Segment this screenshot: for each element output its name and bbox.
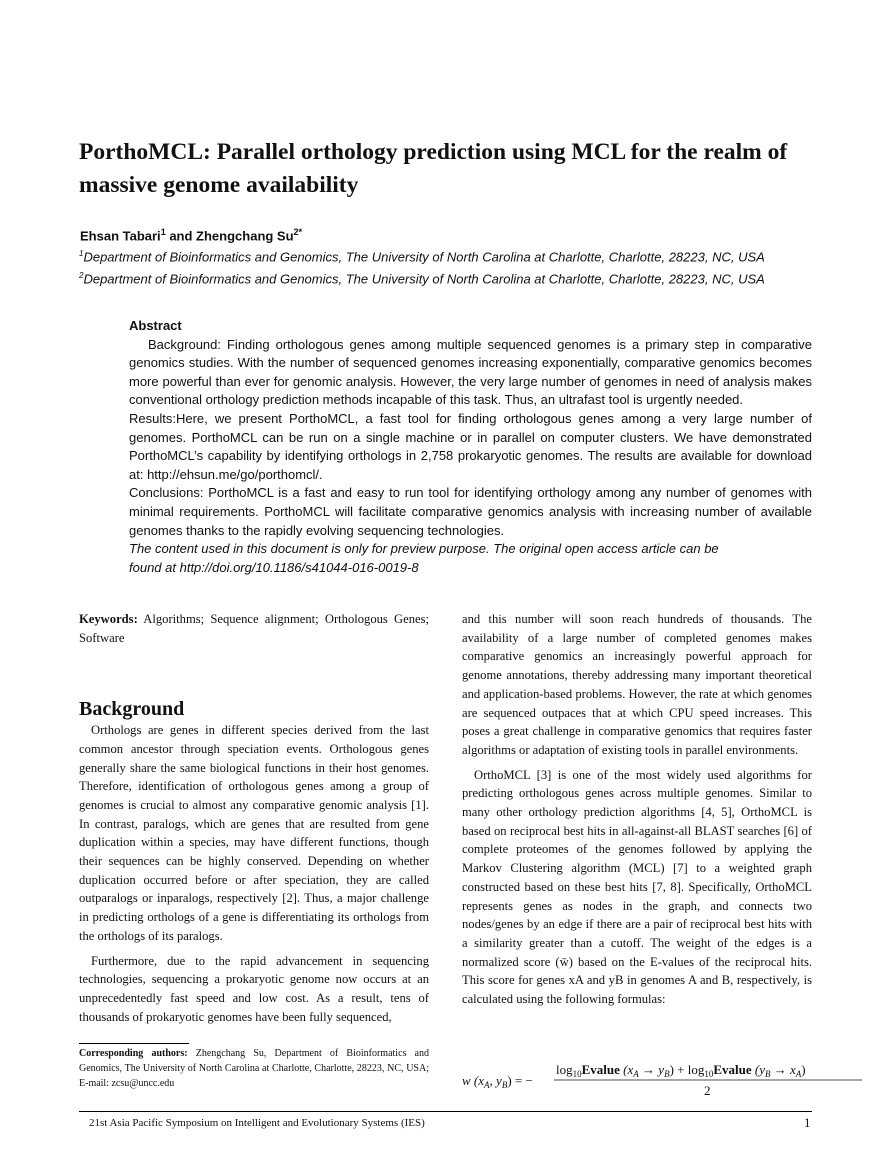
formula-lhs: w ($x_A$, $y_B$) = − xyxy=(462,1073,533,1090)
body-paragraph: Furthermore, due to the rapid advancement in sequencing technologies, sequencing a prokaryotic genome now occurs at an unprecedentedly fast speed and low cost. As a result, tens of thousands of prokaryotic genomes have been fully sequenced, xyxy=(79,953,429,1024)
affiliation-2 xyxy=(79,271,819,286)
formula-numerator: $\log_{10}Evalue$ $(x_A \to y_B)$ + $\log_{10}Evalue$ $(y_B \to x_A)$ xyxy=(556,1062,806,1079)
author-name: Zhengchang Su xyxy=(196,228,294,244)
affiliation-1 xyxy=(79,249,819,264)
weight-formula xyxy=(462,1056,882,1100)
affiliation-mark: 2 xyxy=(79,271,84,280)
affiliation-mark: 1 xyxy=(160,227,166,237)
preview-notice: The content used in this document is only for preview purpose. The original open access article can be found at http://doi.org/10.1186/s41044-016-0019-8 xyxy=(129,541,719,575)
footnote-label: Corresponding authors: xyxy=(79,1048,188,1059)
paper-title: PorthoMCL: Parallel orthology prediction using MCL for the realm of massive genome availability xyxy=(79,139,788,198)
body-paragraph: OrthoMCL [3] is one of the most widely used algorithms for predicting orthologous genes across multiple genomes. Similar to many other orthology prediction algorithms [4, 5], OrthoMCL is based on reciprocal best hits in all-against-all BLAST searches [6] of complete proteomes of the genomes followed by applying the Markov Clustering algorithm (MCL) [7] to a weighted graph constructed based on these best hits [7, 8]. Specifically, OrthoMCL represents genes as nodes in the graph, and connects two nodes/genes by an edge if there are a pair of reciprocal best hits with a similarity greater than a cutoff. The weight of the edges is a normalized score (w̄) based on the E-values of the reciprocal hits. This score for genes xA and yB in genomes A and B, respectively, is calculated using the following formulas: xyxy=(462,767,812,1007)
affiliation-text: Department of Bioinformatics and Genomics, The University of North Carolina at Charlotte, Charlotte, 28223, NC, USA xyxy=(83,249,765,265)
keywords xyxy=(79,610,429,647)
affiliation-mark: 2* xyxy=(293,227,303,237)
affiliation-mark: 1 xyxy=(79,249,84,258)
footnote-rule xyxy=(79,1043,189,1044)
keywords-label: Keywords: xyxy=(79,612,138,626)
formula-denominator: 2 xyxy=(704,1083,711,1098)
body-paragraph: and this number will soon reach hundreds of thousands. The availability of a large number of completed genomes makes comparative genomics an increasingly powerful approach for genome annotations, thereby addressing many important theoretical and application-based problems. However, the rate at which genomes are sequenced outpaces that at which CPU speed increases. This poses a great challenge in comparative genomics that requires faster algorithms or adaptation of existing tools in parallel environments. xyxy=(462,612,812,757)
footer-venue: 21st Asia Pacific Symposium on Intelligent and Evolutionary Systems (IES) xyxy=(89,1117,425,1129)
abstract-results: Results:Here, we present PorthoMCL, a fast tool for finding orthologous genes among a very large number of genomes. PorthoMCL can be run on a single machine or in parallel on computer clusters. We have demonstrated PorthoMCL’s capability by identifying orthologs in 2,758 prokaryotic genomes. The results are available for download at: http://ehsun.me/go/porthomcl/. xyxy=(129,410,812,482)
author-joiner: and xyxy=(165,228,197,244)
footnote-text: Zhengchang Su, Department of Bioinformatics and Genomics, The University of North Carolina at Charlotte, Charlotte, 28223, NC, USA; E-mail: zcsu@uncc.edu xyxy=(79,1048,429,1089)
keywords-text: Algorithms; Sequence alignment; Orthologous Genes; Software xyxy=(79,612,429,645)
right-column xyxy=(462,610,812,1009)
body-paragraph: Orthologs are genes in different species derived from the last common ancestor through speciation events. Orthologous genes generally share the same biological functions in their host genomes. Therefore, identification of orthologous genes among a group of genomes is crucial to almost any comparative genomic analysis [1]. In contrast, paralogs, which are genes that are resulted from gene duplication within a species, may have different functions, though their sequences can be highly conserved. Depending on whether duplication occurred before or after speciation, they are called outparalogs or inparalogs, respectively [2]. Thus, a major challenge in predicting orthologs of a gene is differentiating its orthologs from the orthologs of its paralogs. xyxy=(79,723,429,943)
abstract-conclusions: Conclusions: PorthoMCL is a fast and easy to run tool for identifying orthology among any number of genomes with minimal requirements. PorthoMCL will facilitate comparative genomics analysis with increasing number of available genomes thanks to the rapidly evolving sequencing technologies. xyxy=(129,485,812,538)
abstract-heading: Abstract xyxy=(129,318,182,333)
author-name: Ehsan Tabari xyxy=(80,228,161,244)
corresponding-author-footnote xyxy=(79,1046,429,1091)
author-line xyxy=(80,227,302,243)
page-number: 1 xyxy=(804,1115,811,1130)
abstract xyxy=(129,317,812,577)
affiliation-text: Department of Bioinformatics and Genomics, The University of North Carolina at Charlotte, Charlotte, 28223, NC, USA xyxy=(83,271,765,287)
abstract-background: Background: Finding orthologous genes among multiple sequenced genomes is a primary step in comparative genomics studies. With the number of sequenced genomes increasing exponentially, comparative genomics becomes more powerful than ever for genomic analysis. However, the very large number of genomes in need of analysis makes conventional orthology prediction methods incapable of this task. Thus, an ultrafast tool is urgently needed. xyxy=(129,336,812,408)
section-heading-background: Background xyxy=(79,698,185,721)
left-column xyxy=(79,610,429,1026)
footer-rule xyxy=(79,1111,812,1112)
